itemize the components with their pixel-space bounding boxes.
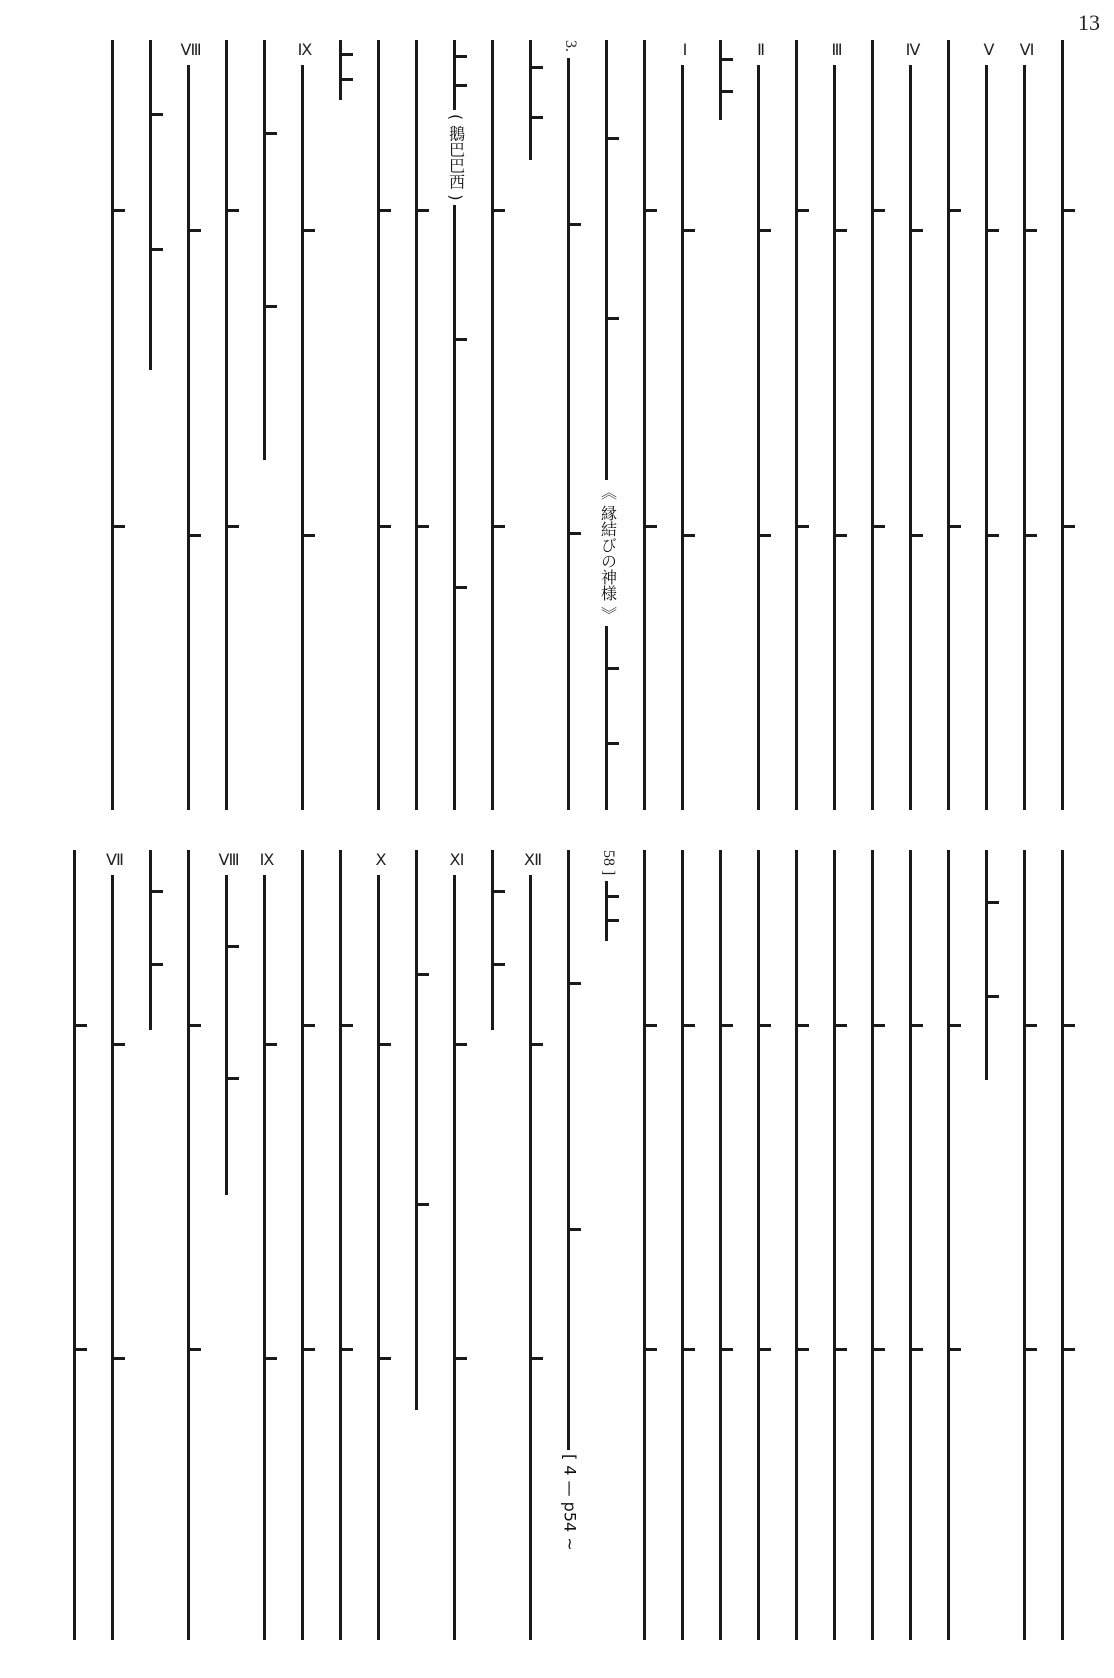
text-column xyxy=(862,850,886,1640)
bottom-text-block xyxy=(32,850,1082,1640)
text-column xyxy=(292,850,316,1640)
mongolian-script-line xyxy=(681,850,688,1640)
mongolian-script-line xyxy=(757,850,764,1640)
text-column xyxy=(824,850,848,1640)
mongolian-script-line xyxy=(605,40,612,480)
text-column xyxy=(938,850,962,1640)
mongolian-script-line xyxy=(491,850,498,1030)
text-column xyxy=(1014,40,1038,810)
mongolian-script-line xyxy=(149,40,156,370)
mongolian-script-line xyxy=(529,40,536,160)
mongolian-script-line xyxy=(187,65,194,810)
mongolian-script-line xyxy=(187,850,194,1640)
section-marker: Ⅹ xyxy=(371,850,389,869)
mongolian-script-line xyxy=(225,40,232,810)
mongolian-script-line xyxy=(719,850,726,1640)
text-column xyxy=(748,850,772,1640)
page-number: 13 xyxy=(1078,10,1100,35)
text-column xyxy=(178,40,202,810)
text-column xyxy=(254,850,278,1640)
text-column xyxy=(672,40,696,810)
text-column xyxy=(444,850,468,1640)
mongolian-script-line xyxy=(301,850,308,1640)
mongolian-script-line xyxy=(681,65,688,810)
section-marker: Ⅲ xyxy=(827,40,845,59)
text-column xyxy=(216,40,240,810)
text-column xyxy=(596,850,620,1640)
mongolian-script-line xyxy=(795,850,802,1640)
mongolian-script-line xyxy=(567,850,574,1450)
japanese-title-quote: 《 縁結びの神様 》 xyxy=(597,480,620,626)
mongolian-script-line xyxy=(871,40,878,810)
text-column xyxy=(634,850,658,1640)
text-column xyxy=(444,40,468,810)
section-marker: Ⅵ xyxy=(1017,40,1035,59)
text-column xyxy=(102,850,126,1640)
citation-end: 58 ] xyxy=(600,850,617,876)
mongolian-script-line xyxy=(605,881,612,941)
text-column xyxy=(862,40,886,810)
text-column xyxy=(1052,850,1076,1640)
section-marker: Ⅷ xyxy=(181,40,199,59)
chinese-gloss: ( 鵝巴巴西 ) xyxy=(445,110,468,205)
mongolian-script-line xyxy=(263,40,270,460)
text-column xyxy=(330,40,354,810)
text-column xyxy=(406,850,430,1640)
section-marker: Ⅷ xyxy=(219,850,237,869)
mongolian-script-line xyxy=(909,850,916,1640)
mongolian-script-line xyxy=(985,850,992,1080)
section-marker: 3. xyxy=(562,40,579,52)
text-column xyxy=(710,850,734,1640)
text-column xyxy=(520,850,544,1640)
text-column xyxy=(596,40,620,810)
text-column xyxy=(216,850,240,1640)
text-column xyxy=(178,850,202,1640)
mongolian-script-line xyxy=(453,205,460,810)
mongolian-script-line xyxy=(415,40,422,810)
text-column xyxy=(520,40,544,810)
mongolian-script-line xyxy=(947,40,954,810)
mongolian-script-line xyxy=(377,875,384,1640)
section-marker: Ⅰ xyxy=(675,40,693,59)
mongolian-script-line xyxy=(833,850,840,1640)
text-column xyxy=(482,850,506,1640)
text-column xyxy=(254,40,278,810)
mongolian-script-line xyxy=(263,875,270,1640)
mongolian-script-line xyxy=(947,850,954,1640)
text-column xyxy=(900,40,924,810)
mongolian-script-line xyxy=(909,65,916,810)
text-column xyxy=(1014,850,1038,1640)
mongolian-script-line xyxy=(377,40,384,810)
text-column xyxy=(292,40,316,810)
mongolian-script-line xyxy=(491,40,498,810)
text-column xyxy=(976,850,1000,1640)
text-column xyxy=(140,40,164,810)
section-marker: Ⅱ xyxy=(751,40,769,59)
mongolian-script-line xyxy=(339,40,346,100)
text-column xyxy=(900,850,924,1640)
text-column xyxy=(482,40,506,810)
mongolian-script-line xyxy=(871,850,878,1640)
text-column xyxy=(368,850,392,1640)
mongolian-script-line xyxy=(605,626,612,810)
mongolian-script-line xyxy=(339,850,346,1640)
mongolian-script-line xyxy=(985,65,992,810)
top-text-block xyxy=(32,40,1082,810)
section-marker: Ⅸ xyxy=(257,850,275,869)
text-column xyxy=(330,850,354,1640)
text-column xyxy=(938,40,962,810)
mongolian-script-line xyxy=(301,65,308,810)
mongolian-script-line xyxy=(111,875,118,1640)
text-column xyxy=(634,40,658,810)
text-column xyxy=(64,850,88,1640)
mongolian-script-line xyxy=(643,850,650,1640)
mongolian-script-line xyxy=(643,40,650,810)
text-column xyxy=(102,40,126,810)
section-marker: Ⅸ xyxy=(295,40,313,59)
section-marker: Ⅺ xyxy=(447,850,465,869)
text-column xyxy=(406,40,430,810)
mongolian-script-line xyxy=(833,65,840,810)
section-marker: Ⅻ xyxy=(523,850,541,869)
mongolian-script-line xyxy=(719,40,726,120)
section-marker: Ⅳ xyxy=(903,40,921,59)
text-column xyxy=(672,850,696,1640)
mongolian-script-line xyxy=(225,875,232,1195)
mongolian-script-line xyxy=(757,65,764,810)
mongolian-script-line xyxy=(529,875,536,1640)
mongolian-script-line xyxy=(111,40,118,810)
text-column xyxy=(558,850,582,1640)
mongolian-script-line xyxy=(567,58,574,810)
text-column xyxy=(824,40,848,810)
citation-start: [ 4 — p54 ~ xyxy=(561,1450,580,1555)
text-column xyxy=(748,40,772,810)
text-column xyxy=(710,40,734,810)
mongolian-script-line xyxy=(453,875,460,1640)
section-marker: Ⅴ xyxy=(979,40,997,59)
text-column xyxy=(368,40,392,810)
text-column xyxy=(786,850,810,1640)
mongolian-script-line xyxy=(73,850,80,1640)
mongolian-script-line xyxy=(453,40,460,110)
text-column xyxy=(558,40,582,810)
text-column xyxy=(140,850,164,1640)
mongolian-script-line xyxy=(1061,40,1068,810)
mongolian-script-line xyxy=(795,40,802,810)
mongolian-script-line xyxy=(149,850,156,1030)
text-column xyxy=(786,40,810,810)
mongolian-script-line xyxy=(415,850,422,1410)
mongolian-script-line xyxy=(1023,850,1030,1640)
text-column xyxy=(976,40,1000,810)
mongolian-script-line xyxy=(1061,850,1068,1640)
mongolian-script-line xyxy=(1023,65,1030,810)
section-marker: Ⅶ xyxy=(105,850,123,869)
text-column xyxy=(1052,40,1076,810)
